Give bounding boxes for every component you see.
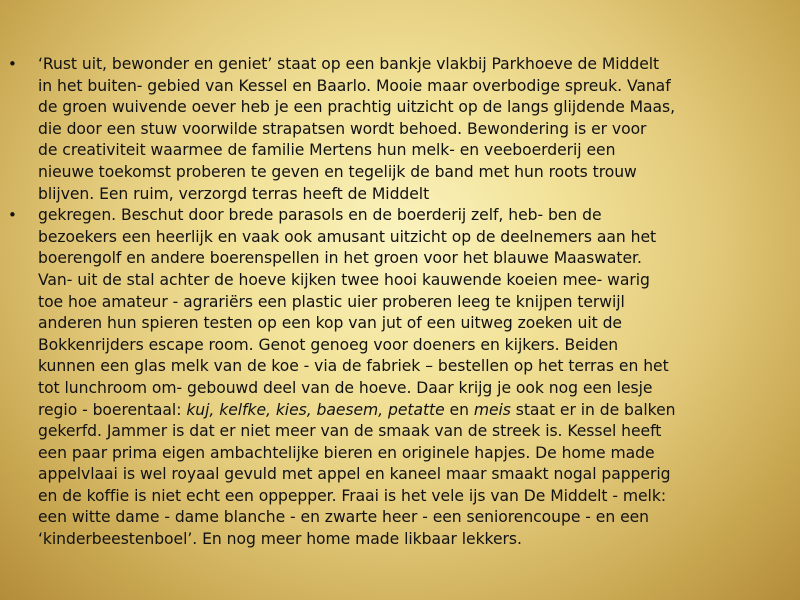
text-line: Bokkenrijders escape room. Genot genoeg voor doeners en kijkers. Beiden bbox=[38, 335, 619, 354]
text-line: de groen wuivende oever heb je een prachtig uitzicht op de langs glijdende Maas, bbox=[38, 98, 676, 117]
dialect-prefix: regio - boerentaal: bbox=[38, 400, 187, 419]
text-line: Van- uit de stal achter de hoeve kijken twee hooi kauwende koeien mee- warig bbox=[38, 270, 650, 289]
text-line: blijven. Een ruim, verzorgd terras heeft de Middelt bbox=[38, 184, 430, 203]
dialect-word2: meis bbox=[473, 400, 511, 419]
text-line: de creativiteit waarmee de familie Mertens hun melk- en veeboerderij een bbox=[38, 141, 616, 160]
bullet-marker: • bbox=[8, 206, 17, 225]
text-line: gekerfd. Jammer is dat er niet meer van de smaak van de streek is. Kessel heeft bbox=[38, 422, 662, 441]
bullet-list bbox=[4, 54, 794, 551]
dialect-middle: en bbox=[444, 400, 474, 419]
bullet-item-1 bbox=[4, 54, 794, 205]
dialect-suffix: staat er in de balken bbox=[510, 400, 676, 419]
dialect-line bbox=[38, 400, 794, 422]
text-line: gekregen. Beschut door brede parasols en de boerderij zelf, heb- ben de bbox=[38, 206, 602, 225]
bullet-marker: • bbox=[8, 55, 17, 73]
dialect-words: kuj, kelfke, kies, baesem, petatte bbox=[186, 400, 445, 419]
text-line: boerengolf en andere boerenspellen in het groen voor het blauwe Maaswater. bbox=[38, 249, 642, 268]
text-line: een paar prima eigen ambachtelijke bieren en originele hapjes. De home made bbox=[38, 443, 655, 462]
text-line: kunnen een glas melk van de koe - via de fabriek – bestellen op het terras en het bbox=[38, 357, 669, 376]
text-line: ‘Rust uit, bewonder en geniet’ staat op een bankje vlakbij Parkhoeve de Middelt bbox=[38, 55, 660, 73]
text-line: en de koffie is niet echt een oppepper. Fraai is het vele ijs van De Middelt - melk: bbox=[38, 486, 667, 505]
text-line: bezoekers een heerlijk en vaak ook amusant uitzicht op de deelnemers aan het bbox=[38, 227, 657, 246]
text-line: een witte dame - dame blanche - en zwarte heer - een seniorencoupe - en een bbox=[38, 508, 649, 527]
text-line: nieuwe toekomst proberen te geven en tegelijk de band met hun roots trouw bbox=[38, 162, 637, 181]
text-line: die door een stuw voorwilde strapatsen wordt behoed. Bewondering is er voor bbox=[38, 119, 647, 138]
text-line: tot lunchroom om- gebouwd deel van de hoeve. Daar krijg je ook nog een lesje bbox=[38, 378, 653, 397]
text-line: ‘kinderbeestenboel’. En nog meer home made likbaar lekkers. bbox=[38, 530, 522, 549]
text-line: appelvlaai is wel royaal gevuld met appel en kaneel maar smaakt nogal papperig bbox=[38, 465, 671, 484]
text-line: anderen hun spieren testen op een kop van jut of een uitweg zoeken uit de bbox=[38, 314, 622, 333]
text-line: in het buiten- gebied van Kessel en Baarlo. Mooie maar overbodige spreuk. Vanaf bbox=[38, 76, 671, 95]
bullet-item-2 bbox=[4, 205, 794, 551]
text-line: toe hoe amateur - agrariërs een plastic uier proberen leeg te knijpen terwijl bbox=[38, 292, 625, 311]
